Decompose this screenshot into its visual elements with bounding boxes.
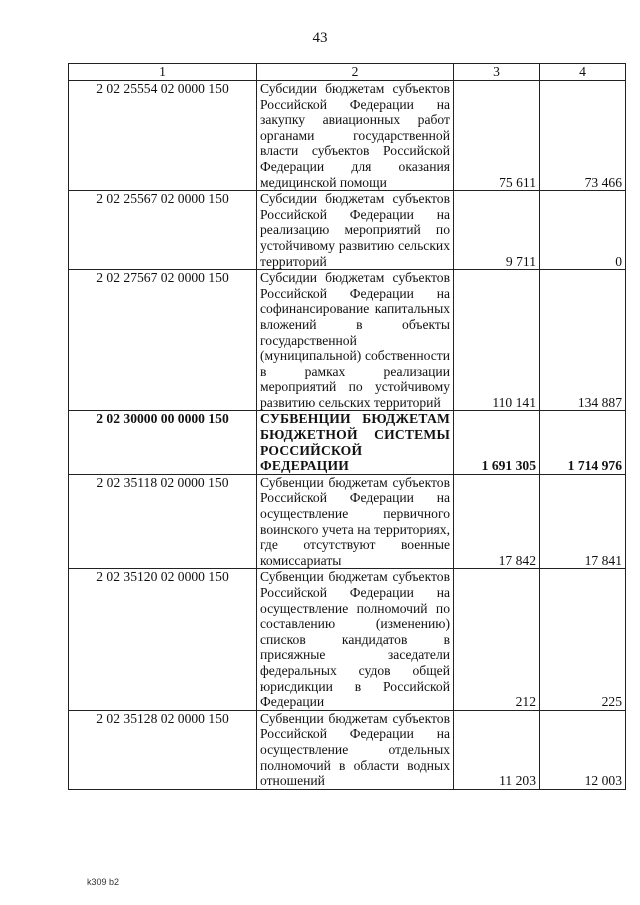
table-row (69, 81, 626, 191)
description: Субсидии бюджетам субъектов Российской Федерации на реализацию мероприятий по устойчивому развитию сельских территорий (257, 191, 454, 270)
budget-code: 2 02 35120 02 0000 150 (69, 569, 257, 710)
amount-column-3: 1 691 305 (454, 411, 540, 474)
amount-column-4: 134 887 (540, 270, 626, 411)
description: Субвенции бюджетам субъектов Российской Федерации на осуществление полномочий по составлению (изменению) списков кандидатов в присяжные заседатели федеральных судов общей юрисдикции в Российской Федерации (257, 569, 454, 710)
budget-code: 2 02 35118 02 0000 150 (69, 474, 257, 569)
column-header-4: 4 (540, 64, 626, 81)
column-header-1: 1 (69, 64, 257, 81)
amount-column-3: 110 141 (454, 270, 540, 411)
budget-code: 2 02 25567 02 0000 150 (69, 191, 257, 270)
budget-code: 2 02 25554 02 0000 150 (69, 81, 257, 191)
amount-column-4: 12 003 (540, 710, 626, 789)
description: Субсидии бюджетам субъектов Российской Федерации на закупку авиационных работ органами государственной власти субъектов Российской Федерации для оказания медицинской помощи (257, 81, 454, 191)
table-row (69, 191, 626, 270)
budget-table (68, 63, 626, 790)
amount-column-3: 212 (454, 569, 540, 710)
amount-column-4: 1 714 976 (540, 411, 626, 474)
table-row (69, 270, 626, 411)
amount-column-4: 17 841 (540, 474, 626, 569)
table-row (69, 474, 626, 569)
amount-column-4: 225 (540, 569, 626, 710)
page-number: 43 (312, 30, 328, 46)
amount-column-3: 75 611 (454, 81, 540, 191)
description: Субсидии бюджетам субъектов Российской Федерации на софинансирование капитальных вложений в объекты государственной (муниципальной) собственности в рамках реализации мероприятий по устойчивому развитию сельских территорий (257, 270, 454, 411)
document-stamp: k309 b2 (87, 877, 120, 887)
amount-column-4: 73 466 (540, 81, 626, 191)
budget-code: 2 02 30000 00 0000 150 (69, 411, 257, 474)
column-header-3: 3 (454, 64, 540, 81)
budget-code: 2 02 27567 02 0000 150 (69, 270, 257, 411)
table-row (69, 710, 626, 789)
description: Субвенции бюджетам субъектов Российской Федерации на осуществление первичного воинского учета на территориях, где отсутствуют военные комиссариаты (257, 474, 454, 569)
description: СУБВЕНЦИИ БЮДЖЕТАМ БЮДЖЕТНОЙ СИСТЕМЫ РОССИЙСКОЙ ФЕДЕРАЦИИ (257, 411, 454, 474)
table-row-section-total (69, 411, 626, 474)
amount-column-3: 9 711 (454, 191, 540, 270)
description: Субвенции бюджетам субъектов Российской Федерации на осуществление отдельных полномочий в области водных отношений (257, 710, 454, 789)
column-header-2: 2 (257, 64, 454, 81)
amount-column-4: 0 (540, 191, 626, 270)
amount-column-3: 17 842 (454, 474, 540, 569)
amount-column-3: 11 203 (454, 710, 540, 789)
budget-code: 2 02 35128 02 0000 150 (69, 710, 257, 789)
table-header-row (69, 64, 626, 81)
table-row (69, 569, 626, 710)
